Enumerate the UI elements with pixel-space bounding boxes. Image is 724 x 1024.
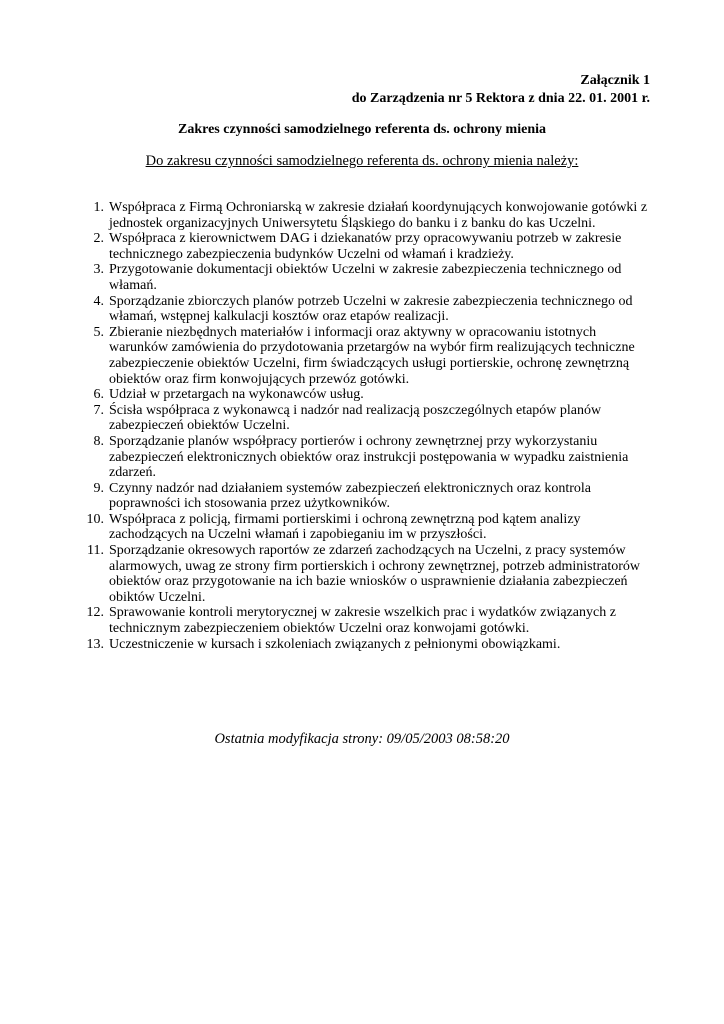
list-item-text: Przygotowanie dokumentacji obiektów Uczelni w zakresie zabezpieczenia technicznego od włamań. <box>109 262 622 293</box>
list-item-text: Uczestniczenie w kursach i szkoleniach związanych z pełnionymi obowiązkami. <box>109 636 561 652</box>
list-item <box>82 200 652 231</box>
list-item <box>82 434 652 481</box>
list-item <box>82 231 652 262</box>
regulation-reference: do Zarządzenia nr 5 Rektora z dnia 22. 01. 2001 r. <box>351 91 650 106</box>
list-item-text: Ścisła współpraca z wykonawcą i nadzór nad realizacją poszczególnych etapów planów zabezpieczeń obiektów Uczelni. <box>109 402 602 434</box>
list-item <box>82 294 652 325</box>
list-item-number: 7. <box>93 402 104 418</box>
list-item-text: Współpraca z policją, firmami portierskimi i ochroną zewnętrzną pod kątem analizy zachodzących na Uczelni włamań i zapobieganiu im w przyszłości. <box>109 511 581 543</box>
list-item <box>82 637 652 653</box>
list-item <box>82 403 652 434</box>
list-item <box>82 512 652 543</box>
list-item-text: Sprawowanie kontroli merytorycznej w zakresie wszelkich prac i wydatków związanych z technicznym zabezpieczeniem obiektów Uczelni oraz konwojami gotówki. <box>109 605 616 637</box>
list-item-text: Współpraca z Firmą Ochroniarską w zakresie działań koordynujących konwojowanie gotówki z jednostek organizacyjnych Uniwersytetu Śląskiego do banku i z banku do kas Uczelni. <box>109 200 648 231</box>
list-item-number: 4. <box>93 293 104 309</box>
list-item-text: Sporządzanie okresowych raportów ze zdarzeń zachodzących na Uczelni, z pracy systemów alarmowych, uwag ze strony firm portierskich i ochrony zewnętrznej, potrzeb administratorów obiektów oraz przygotowanie na ich bazie wniosków o usprawnienie działania zabezpieczeń obiktów Uczelni. <box>109 543 641 605</box>
list-item-text: Sporządzanie planów współpracy portierów i ochrony zewnętrznej przy wykorzystaniu zabezpieczeń elektronicznych obiektów oraz instrukcji postępowania w wypadku zaistnienia zdarzeń. <box>109 433 629 481</box>
list-item-number: 9. <box>93 480 104 496</box>
list-item-text: Sporządzanie zbiorczych planów potrzeb Uczelni w zakresie zabezpieczenia technicznego od włamań, wstępnej kalkulacji kosztów oraz etapów realizacji. <box>109 293 633 325</box>
attachment-label: Załącznik 1 <box>580 73 650 88</box>
list-item-number: 12. <box>86 605 104 621</box>
list-item-text: Czynny nadzór nad działaniem systemów zabezpieczeń elektronicznych oraz kontrola poprawności ich stosowania przez użytkowników. <box>109 480 592 512</box>
list-item <box>82 481 652 512</box>
list-item-text: Zbieranie niezbędnych materiałów i informacji oraz aktywny w opracowaniu istotnych warunków zamówienia do przydotowania przetargów na wybór firm realizujących techniczne zabezpieczenie obiektów Uczelni, firm świadczących usługi portierskie, ochronę zewnętrzną obiektów oraz firm konwojujących przewóz gotówki. <box>109 324 635 387</box>
duties-list <box>82 200 652 652</box>
list-item <box>82 262 652 293</box>
list-item-number: 2. <box>93 231 104 247</box>
list-item-number: 5. <box>93 324 104 340</box>
list-item-number: 3. <box>93 262 104 278</box>
last-modified-note: Ostatnia modyfikacja strony: 09/05/2003 08:58:20 <box>214 731 510 747</box>
list-item <box>82 325 652 387</box>
attachment-header <box>352 72 650 108</box>
list-item <box>82 387 652 403</box>
list-item-number: 1. <box>93 200 104 215</box>
list-item <box>82 605 652 636</box>
list-item-number: 10. <box>86 511 104 527</box>
document-subtitle: Do zakresu czynności samodzielnego referenta ds. ochrony mienia należy: <box>145 153 579 169</box>
list-item-text: Udział w przetargach na wykonawców usług. <box>109 387 364 403</box>
list-item-number: 13. <box>86 636 104 652</box>
list-item-number: 6. <box>93 387 104 403</box>
list-item-number: 8. <box>93 433 104 449</box>
list-item-text: Współpraca z kierownictwem DAG i dziekanatów przy opracowywaniu potrzeb w zakresie technicznego zabezpieczenia budynków Uczelni od włamań i kradzieży. <box>109 231 622 262</box>
document-title: Zakres czynności samodzielnego referenta ds. ochrony mienia <box>178 122 546 137</box>
list-item <box>82 543 652 605</box>
list-item-number: 11. <box>87 543 104 559</box>
